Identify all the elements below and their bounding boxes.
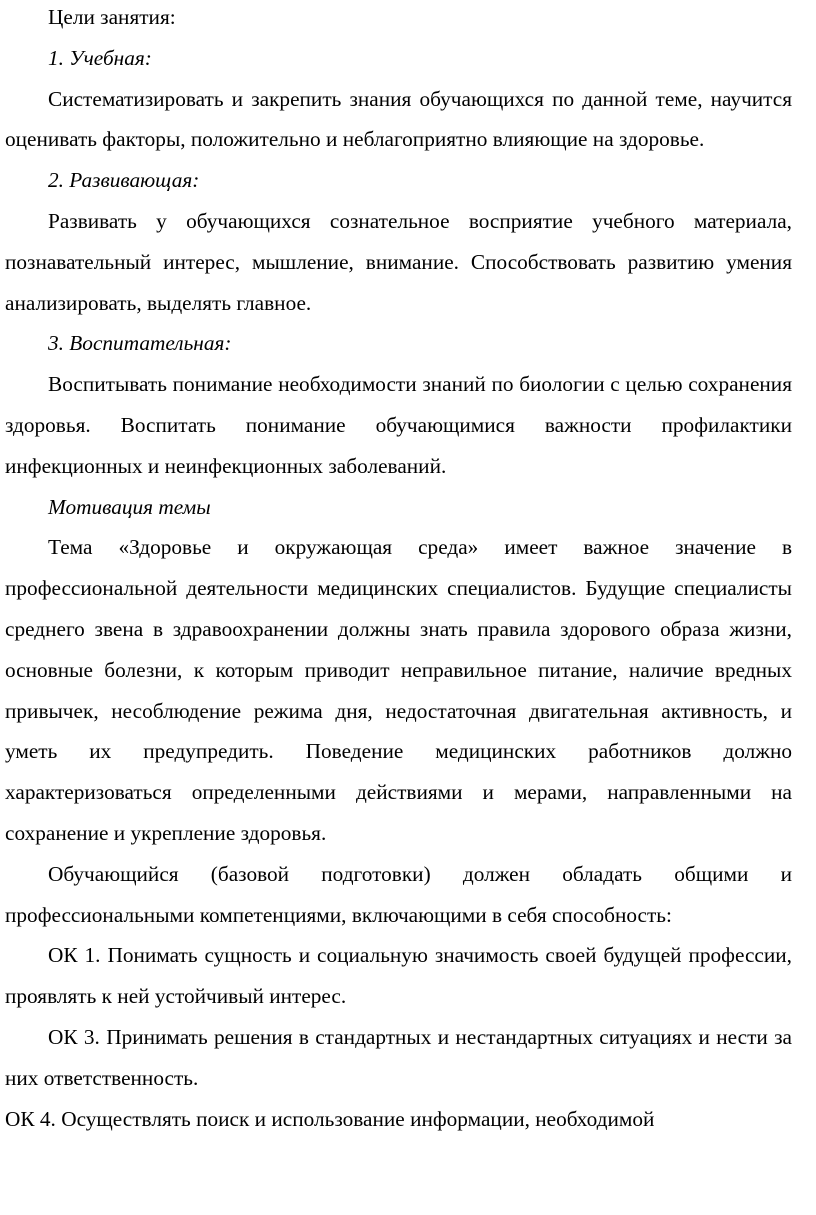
upbringing-goal-text: Воспитывать понимание необходимости знаний по биологии с целью сохранения здоровья. Воспитать понимание обучающимися важности профилактики инфекционных и неинфекционных заболеваний. [5, 372, 792, 478]
competency-ok3: ОК 3. Принимать решения в стандартных и нестандартных ситуациях и нести за них ответственность. [5, 1024, 792, 1090]
competency-ok4: ОК 4. Осуществлять поиск и использование информации, необходимой [5, 1106, 655, 1131]
developing-goal-heading: 2. Развивающая: [48, 168, 200, 193]
competency-ok1: ОК 1. Понимать сущность и социальную значимость своей будущей профессии, проявлять к ней устойчивый интерес. [5, 943, 792, 1009]
competencies-intro: Обучающийся (базовой подготовки) должен обладать общими и профессиональными компетенциями, включающими в себя способность: [5, 861, 792, 927]
developing-goal-text: Развивать у обучающихся сознательное восприятие учебного материала, познавательный интерес, мышление, внимание. Способствовать развитию умения анализировать, выделять главное. [5, 208, 792, 315]
motivation-heading: Мотивация темы [48, 494, 211, 519]
educational-goal-heading: 1. Учебная: [48, 45, 152, 70]
motivation-text: Тема «Здоровье и окружающая среда» имеет важное значение в профессиональной деятельности медицинских специалистов. Будущие специалисты среднего звена в здравоохранении должны знать правила здорового образа жизни, основные болезни, к которым приводит неправильное питание, наличие вредных привычек, несоблюдение режима дня, недостаточная двигательная активность, и уметь их предупредить. Поведение медицинских работников должно характеризоваться определенными действиями и мерами, направленными на сохранение и укрепление здоровья. [5, 535, 792, 845]
goals-heading: Цели занятия: [48, 5, 176, 29]
upbringing-goal-heading: 3. Воспитательная: [48, 331, 232, 356]
educational-goal-text: Систематизировать и закрепить знания обучающихся по данной теме, научится оценивать факторы, положительно и неблагоприятно влияющие на здоровье. [5, 86, 792, 152]
